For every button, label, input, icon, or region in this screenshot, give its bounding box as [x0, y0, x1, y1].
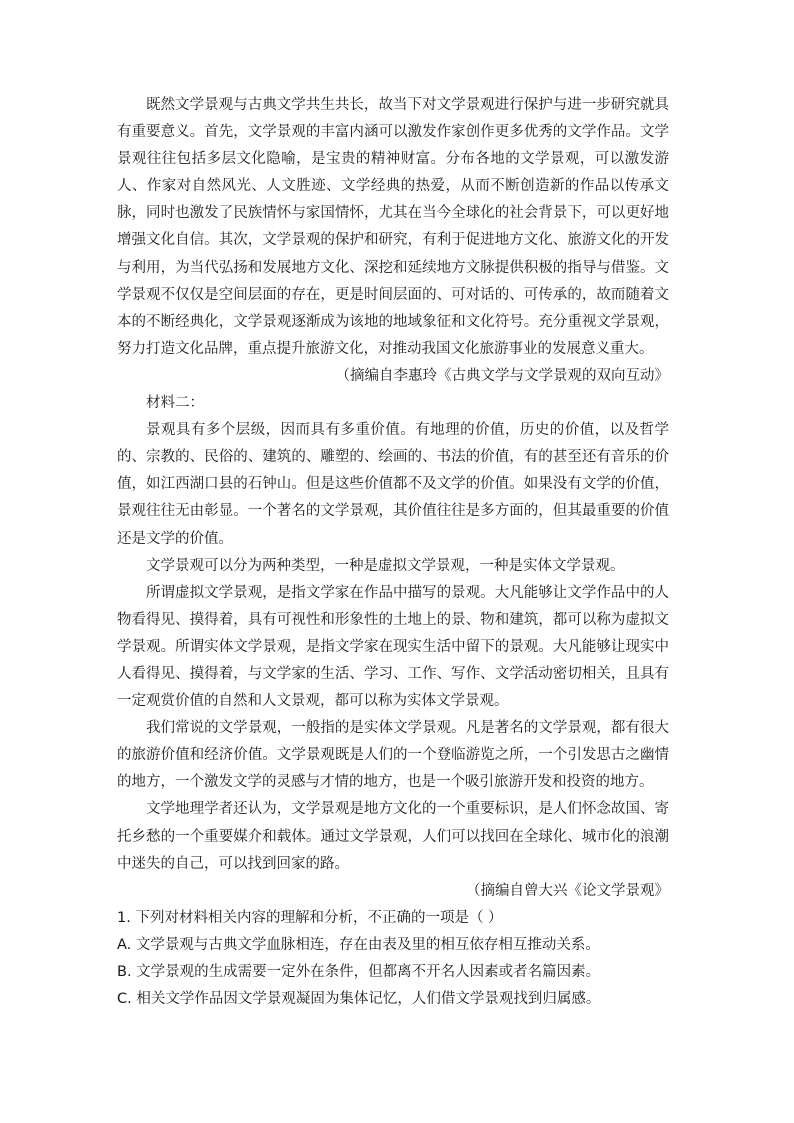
material2-heading: 材料二：: [146, 395, 204, 412]
material1-paragraph: 既然文学景观与古典文学共生共长，故当下对文学景观进行保护与进一步研究就具有重要意义。首先，文学景观的丰富内涵可以激发作家创作更多优秀的文学作品。文学景观往往包括多层文化隐喻，是宝贵的精神财富。分布各地的文学景观，可以激发游人、作家对自然风光、人文胜迹、文学经典的热爱，从而不断创造新的作品以传承文脉，同时也激发了民族情怀与家国情怀，尤其在当今全球化的社会背景下，可以更好地增强文化自信。其次，文学景观的保护和研究，有利于促进地方文化、旅游文化的开发与利用，为当代弘扬和发展地方文化、深挖和延续地方文脉提供积极的指导与借鉴。文学景观不仅仅是空间层面的存在，更是时间层面的、可对话的、可传承的，故而随着文本的不断经典化，文学景观逐渐成为该地的地域象征和文化符号。充分重视文学景观，努力打造文化品牌，重点提升旅游文化，对推动我国文化旅游事业的发展意义重大。: [117, 97, 669, 357]
material1-source: （摘编自李惠玲《古典文学与文学景观的双向互动》: [335, 367, 669, 384]
question-option-b: B. 文学景观的生成需要一定外在条件，但都离不开名人因素或者名篇因素。: [117, 964, 601, 980]
material2-paragraph: 所谓虚拟文学景观，是指文学家在作品中描写的景观。大凡能够让文学作品中的人物看得见、摸得着，具有可视性和形象性的土地上的景、物和建筑，都可以称为虚拟文学景观。所谓实体文学景观，是指文学家在现实生活中留下的景观。大凡能够让现实中人看得见、摸得着，与文学家的生活、学习、工作、写作、文学活动密切相关，且具有一定观赏价值的自然和人文景观，都可以称为实体文学景观。: [117, 584, 669, 710]
material2-paragraph: 文学地理学者还认为，文学景观是地方文化的一个重要标识，是人们怀念故国、寄托乡愁的一个重要媒介和载体。通过文学景观，人们可以找回在全球化、城市化的浪潮中迷失的自己，可以找到回家的路。: [117, 801, 669, 872]
question-option-c: C. 相关文学作品因文学景观凝固为集体记忆，人们借文学景观找到归属感。: [117, 991, 601, 1008]
material2-source: （摘编自曾大兴《论文学景观》: [466, 882, 669, 899]
question-stem: 1. 下列对材料相关内容的理解和分析，不正确的一项是（ ）: [117, 909, 503, 926]
document-body: [117, 92, 669, 1013]
material2-paragraph: 景观具有多个层级，因而具有多重价值。有地理的价值，历史的价值，以及哲学的、宗教的、民俗的、建筑的、雕塑的、绘画的、书法的价值，有的甚至还有音乐的价值，如江西湖口县的石钟山。但是这些价值都不及文学的价值。如果没有文学的价值，景观往往无由彰显。一个著名的文学景观，其价值往往是多方面的，但其最重要的价值还是文学的价值。: [117, 422, 669, 547]
material2-paragraph: 文学景观可以分为两种类型，一种是虚拟文学景观，一种是实体文学景观。: [146, 557, 625, 574]
question-option-a: A. 文学景观与古典文学血脉相连，存在由表及里的相互依存相互推动关系。: [117, 936, 600, 953]
material2-paragraph: 我们常说的文学景观，一般指的是实体文学景观。凡是著名的文学景观，都有很大的旅游价值和经济价值。文学景观既是人们的一个登临游览之所，一个引发思古之幽情的地方，一个激发文学的灵感与才情的地方，也是一个吸引旅游开发和投资的地方。: [117, 720, 669, 791]
